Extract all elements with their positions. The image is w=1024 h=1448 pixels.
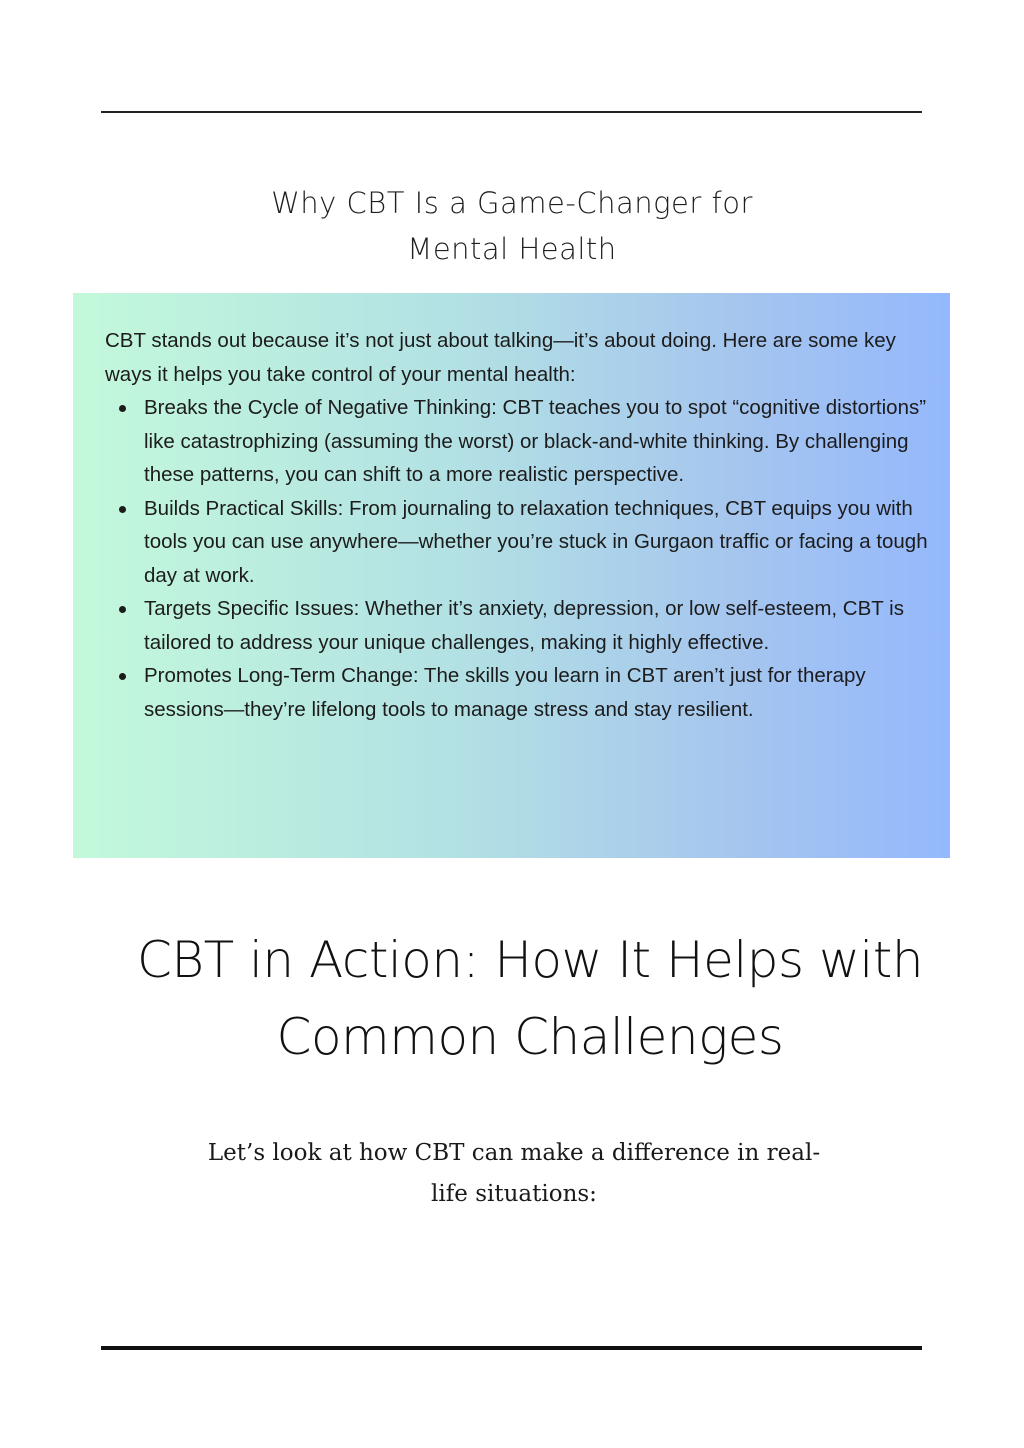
page-title-line-2: Common Challenges (276, 1008, 784, 1066)
benefits-panel (73, 293, 950, 858)
benefits-list (105, 391, 930, 726)
list-item-text: Promotes Long-Term Change: The skills you learn in CBT aren’t just for therapy sessions—they’re lifelong tools to manage stress and stay resilient. (144, 664, 866, 721)
benefits-content (105, 324, 930, 726)
section-heading-line-1: Why CBT Is a Game-Changer for (271, 186, 753, 220)
lead-line-1: Let’s look at how CBT can make a difference in real- (207, 1140, 821, 1166)
list-item (105, 492, 930, 593)
benefits-intro: CBT stands out because it’s not just about talking—it’s about doing. Here are some key ways it helps you take control of your mental health: (105, 329, 896, 386)
list-item-text: Breaks the Cycle of Negative Thinking: CBT teaches you to spot “cognitive distortions” like catastrophizing (assuming the worst) or black-and-white thinking. By challenging these patterns, you can shift to a more realistic perspective. (144, 396, 927, 486)
bullet-icon (119, 405, 126, 412)
top-divider (101, 111, 922, 113)
list-item-text: Builds Practical Skills: From journaling to relaxation techniques, CBT equips you with tools you can use anywhere—whether you’re stuck in Gurgaon traffic or facing a tough day at work. (144, 496, 928, 587)
list-item (105, 659, 930, 726)
list-item-text: Targets Specific Issues: Whether it’s anxiety, depression, or low self-esteem, CBT is tailored to address your unique challenges, making it highly effective. (144, 597, 904, 654)
page-title (100, 922, 960, 1076)
bullet-icon (119, 506, 126, 513)
bottom-divider (101, 1346, 922, 1350)
page-title-line-1: CBT in Action: How It Helps with (136, 931, 924, 989)
section-heading (150, 180, 874, 272)
lead-line-2: life situations: (431, 1181, 597, 1207)
lead-paragraph (200, 1133, 828, 1215)
bullet-icon (119, 673, 126, 680)
section-heading-line-2: Mental Health (407, 232, 617, 266)
bullet-icon (119, 606, 126, 613)
list-item (105, 592, 930, 659)
list-item (105, 391, 930, 492)
